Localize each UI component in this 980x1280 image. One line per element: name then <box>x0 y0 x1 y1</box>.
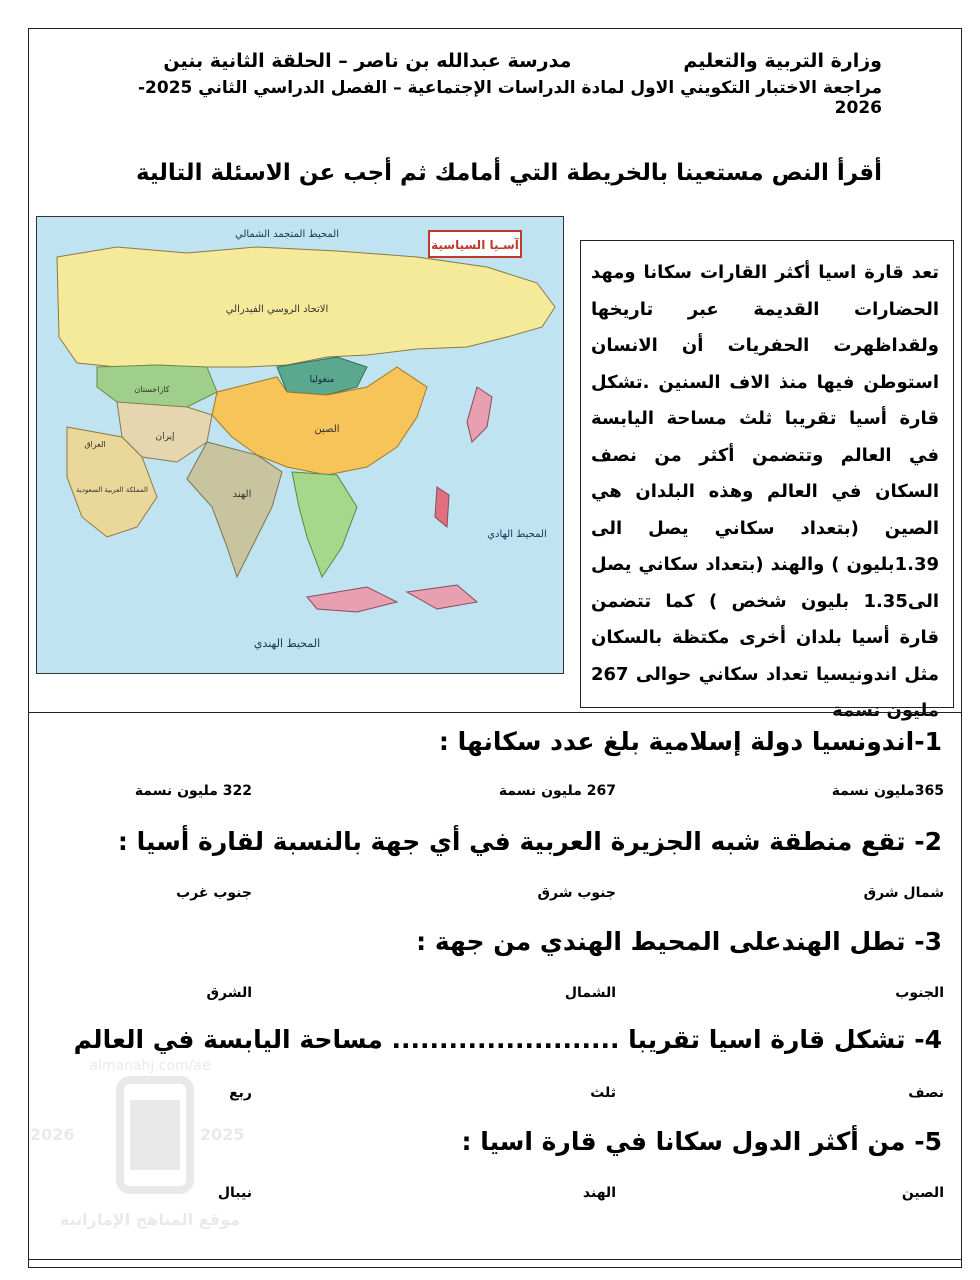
question-4: 4- تشكل قارة اسيا تقريبا ........................ مساحة اليابسة في العالم <box>73 1025 942 1054</box>
q2-option-2[interactable]: جنوب شرق <box>537 885 616 901</box>
q1-option-1[interactable]: 365مليون نسمة <box>831 783 944 799</box>
mongolia-label: منغوليا <box>309 375 335 385</box>
q5-option-3[interactable]: نيبال <box>217 1185 252 1201</box>
ministry-name: وزارة التربية والتعليم <box>683 50 882 72</box>
q5-option-2[interactable]: الهند <box>582 1185 616 1201</box>
india-label: الهند <box>232 489 252 500</box>
header <box>112 50 882 118</box>
q5-option-1[interactable]: الصين <box>901 1185 944 1201</box>
question-3: 3- تطل الهندعلى المحيط الهندي من جهة : <box>416 927 942 956</box>
q3-option-2[interactable]: الشمال <box>564 985 616 1001</box>
svg-text:2025: 2025 <box>200 1125 245 1144</box>
q3-option-3[interactable]: الشرق <box>206 985 252 1001</box>
map-title: آسـيا السياسية <box>431 238 519 252</box>
instruction-text: أقرأ النص مستعينا بالخريطة التي أمامك ثم أجب عن الاسئلة التالية <box>135 160 882 186</box>
questions-section <box>28 712 962 1260</box>
asia-political-map <box>36 216 564 674</box>
map-svg <box>37 217 563 673</box>
arctic-label: المحيط المتجمد الشمالي <box>235 229 339 240</box>
q3-option-1[interactable]: الجنوب <box>895 985 944 1001</box>
question-5: 5- من أكثر الدول سكانا في قارة اسيا : <box>461 1127 942 1156</box>
reading-passage <box>580 240 954 721</box>
q4-option-3[interactable]: ربع <box>229 1085 252 1101</box>
russia-label: الاتحاد الروسي الفيدرالي <box>225 304 329 315</box>
china-label: الصين <box>314 424 340 435</box>
header-line1 <box>112 50 882 72</box>
exam-subtitle: مراجعة الاختبار التكويني الاول لمادة الدراسات الإجتماعية – الفصل الدراسي الثاني 2025-2026 <box>137 78 882 118</box>
pacific-label: المحيط الهادي <box>487 529 547 540</box>
q4-option-2[interactable]: ثلث <box>590 1085 616 1101</box>
saudi-label: المملكة العربية السعودية <box>76 486 148 494</box>
kazakhstan-label: كازاخستان <box>134 385 170 394</box>
school-name: مدرسة عبدالله بن ناصر – الحلقة الثانية بنين <box>163 50 572 72</box>
svg-text:2026: 2026 <box>30 1125 75 1144</box>
q1-option-2[interactable]: 267 مليون نسمة <box>498 783 616 799</box>
iraq-label: العراق <box>84 440 106 449</box>
q4-option-1[interactable]: نصف <box>908 1085 944 1101</box>
question-1: 1-اندونسيا دولة إسلامية بلغ عدد سكانها : <box>438 727 942 756</box>
question-2: 2- تقع منطقة شبه الجزيرة العربية في أي جهة بالنسبة لقارة أسيا : <box>117 827 942 856</box>
svg-text:almanahj.com/ae: almanahj.com/ae <box>89 1058 211 1074</box>
passage-text: تعد قارة اسيا أكثر القارات سكانا ومهد الحضارات القديمة عبر تاريخها ولقداظهرت الحفريات أن الانسان استوطن فيها منذ الاف السنين .تشكل قارة أسيا تقريبا ثلث مساحة اليابسة في العالم وتتضمن أكثر من نصف السكان في العالم وهذه البلدان هي الصين (بتعداد سكاني يصل الى 1.39بليون ) والهند (بتعداد سكاني يصل الى1.35 بليون شخص ) كما تتضمن قارة أسيا بلدان أخرى مكتظة بالسكان مثل اندونيسيا تعداد سكاني حوالى 267 مليون نسمة <box>591 262 939 721</box>
indian-ocean-label: المحيط الهندي <box>253 637 321 650</box>
svg-text:موقع المناهج الإماراتية: موقع المناهج الإماراتية <box>59 1210 241 1229</box>
iran-label: إيران <box>155 432 175 442</box>
q1-option-3[interactable]: 322 مليون نسمة <box>134 783 252 799</box>
q2-option-1[interactable]: شمال شرق <box>863 885 944 901</box>
q2-option-3[interactable]: جنوب غرب <box>176 885 252 901</box>
